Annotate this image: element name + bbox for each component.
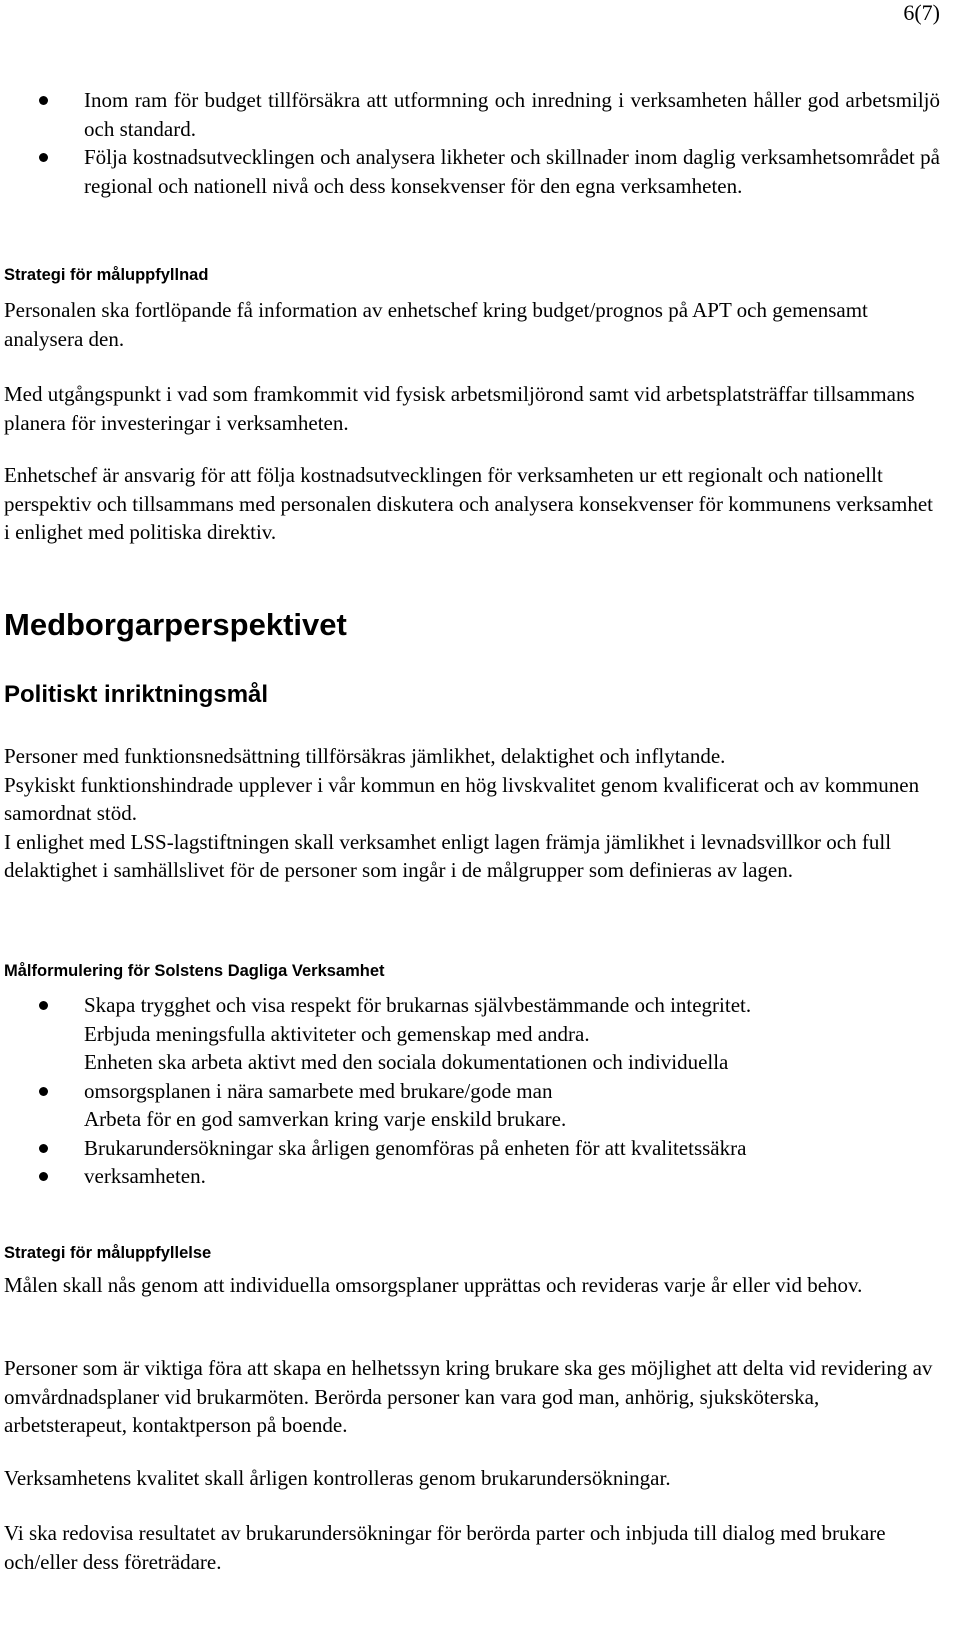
page-number: 6(7) [903,0,940,25]
bullet-icon [39,1144,48,1153]
list-item: verksamheten. [0,1162,940,1191]
goal-bullet-list [0,86,940,200]
page-title: Medborgarperspektivet [4,607,347,642]
paragraph: Personer med funktionsnedsättning tillförsäkras jämlikhet, delaktighet och inflytande. Psykiskt funktionshindrade upplever i vår kommun en hög livskvalitet genom kvalificerat och av kommunen samordnat stöd. I enlighet med LSS-lagstiftningen skall verksamhet enligt lagen främja jämlikhet i levnadsvillkor och full delaktighet i samhällslivet för de personer som ingår i de målgrupper som definieras av lagen. [4,744,920,882]
section-heading: Strategi för måluppfyllelse [4,1244,212,1262]
list-item: Brukarundersökningar ska årligen genomföras på enheten för att kvalitetssäkra [0,1134,940,1163]
section-heading: Målformulering för Solstens Dagliga Verksamhet [4,962,385,980]
paragraph: Personer som är viktiga föra att skapa en helhetssyn kring brukare ska ges möjlighet att delta vid revidering av omvårdnadsplaner vid brukarmöten. Berörda personer kan vara god man, anhörig, sjuksköterska, arbetsterapeut, kontaktperson på boende. [4,1356,933,1437]
list-item: Inom ram för budget tillförsäkra att utformning och inredning i verksamheten håller god arbetsmiljö och standard. [0,86,940,143]
subheading: Politiskt inriktningsmål [4,681,269,708]
list-item: Följa kostnadsutvecklingen och analysera likheter och skillnader inom daglig verksamhetsområdet på regional och nationell nivå och dess konsekvenser för den egna verksamheten. [0,143,940,200]
bullet-icon [39,1001,48,1010]
paragraph: Verksamhetens kvalitet skall årligen kontrolleras genom brukarundersökningar. [4,1466,671,1490]
paragraph: Enhetschef är ansvarig för att följa kostnadsutvecklingen för verksamheten ur ett regionalt och nationellt perspektiv och tillsammans med personalen diskutera och analysera konsekvenser för kommunens verksamhet i enlighet med politiska direktiv. [4,463,933,544]
section-heading: Strategi för måluppfyllnad [4,266,209,284]
bullet-icon [39,1172,48,1181]
list-item: Skapa trygghet och visa respekt för brukarnas självbestämmande och integritet. Erbjuda meningsfulla aktiviteter och gemenskap med andra. Enheten ska arbeta aktivt med den sociala dokumentationen och individuella [0,991,940,1077]
goal-bullet-list [0,991,940,1191]
paragraph: Vi ska redovisa resultatet av brukarundersökningar för berörda parter och inbjuda till dialog med brukare och/eller dess företrädare. [4,1521,886,1574]
list-item: omsorgsplanen i nära samarbete med brukare/gode man Arbeta för en god samverkan kring varje enskild brukare. [0,1077,940,1134]
bullet-icon [39,1087,48,1096]
bullet-icon [39,153,48,162]
paragraph: Personalen ska fortlöpande få information av enhetschef kring budget/prognos på APT och gemensamt analysera den. [4,298,868,351]
bullet-icon [39,96,48,105]
paragraph: Målen skall nås genom att individuella omsorgsplaner upprättas och revideras varje år eller vid behov. [4,1273,863,1297]
paragraph: Med utgångspunkt i vad som framkommit vid fysisk arbetsmiljörond samt vid arbetsplatsträffar tillsammans planera för investeringar i verksamheten. [4,382,915,435]
